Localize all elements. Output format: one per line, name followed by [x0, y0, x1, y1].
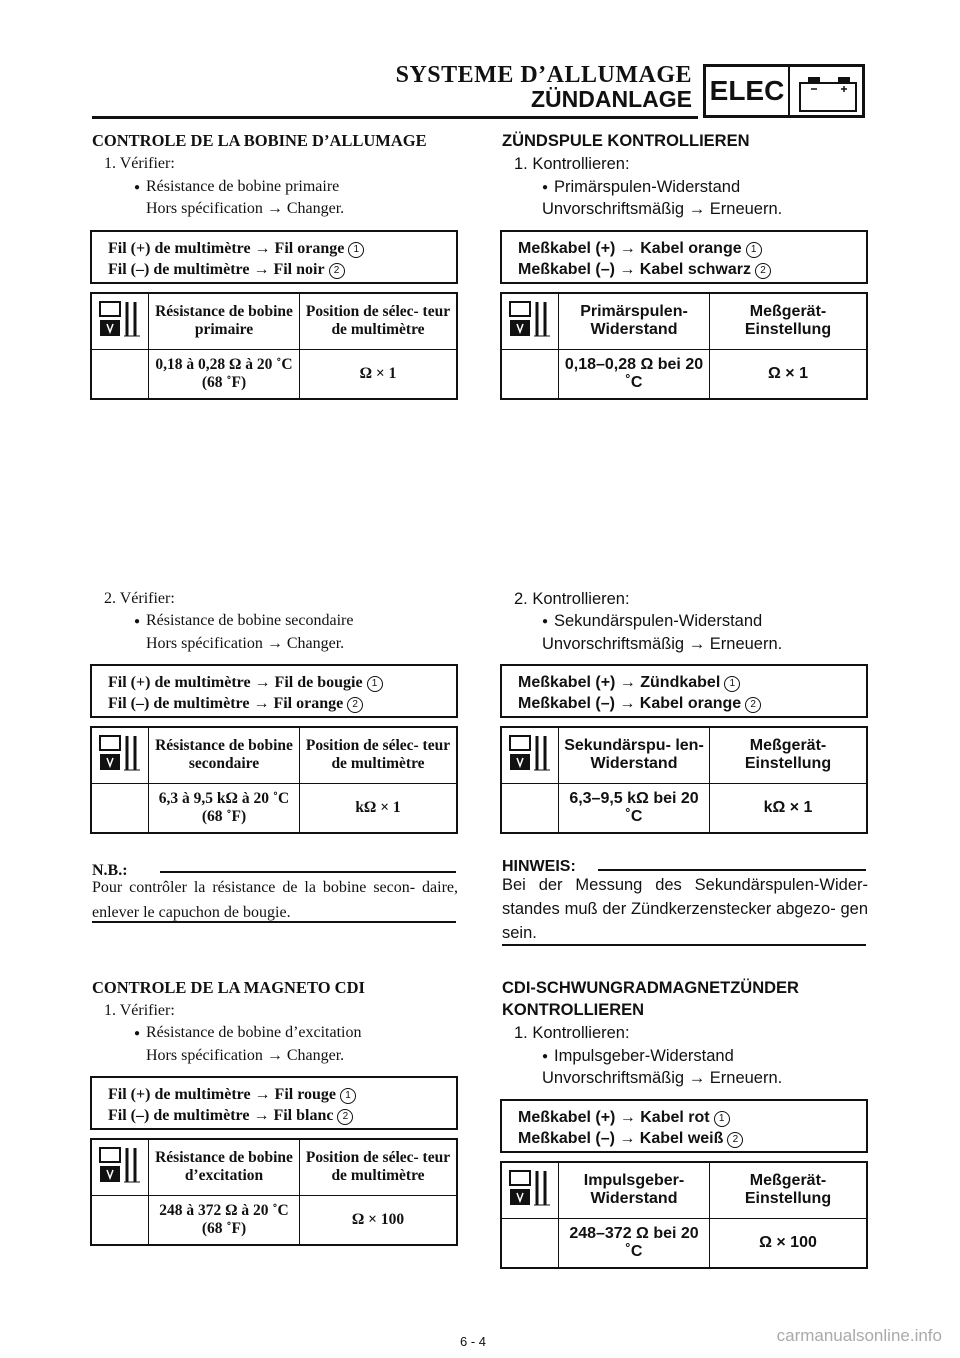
fr-s3-leads	[90, 1076, 458, 1130]
fr-s3-lead2: Fil (–) de multimètre → Fil blanc	[108, 1107, 334, 1124]
fr-s1-leads	[90, 230, 458, 284]
de-s2-step: 2. Kontrollieren:	[514, 590, 630, 608]
de-s2-col2: Meßgerät- Einstellung	[710, 727, 868, 783]
fr-s2-lead1: Fil (+) de multimètre → Fil de bougie	[108, 674, 363, 691]
header-rule	[92, 116, 698, 119]
de-s3-leads	[500, 1099, 868, 1153]
multimeter-icon	[91, 293, 149, 349]
multimeter-icon	[91, 1139, 149, 1195]
page-number: 6 - 4	[460, 1334, 487, 1349]
callout-1-icon: 1	[367, 676, 383, 692]
de-s2-bullet: ● Sekundärspulen-Widerstand	[554, 610, 762, 632]
callout-2-icon: 2	[347, 697, 363, 713]
fr-s1-col2: Position de sélec- teur de multimètre	[300, 293, 458, 349]
fr-s1-bullet: ● Résistance de bobine primaire	[146, 176, 339, 198]
fr-s2-col2: Position de sélec- teur de multimètre	[300, 727, 458, 783]
de-note-title: HINWEIS:	[502, 858, 576, 875]
de-s3-col1: Impulsgeber- Widerstand	[559, 1162, 710, 1218]
de-s3-col2: Meßgerät- Einstellung	[710, 1162, 868, 1218]
de-s3-spec-table	[500, 1161, 868, 1269]
de-note-rule-bottom	[502, 944, 866, 946]
fr-s3-heading: CONTROLE DE LA MAGNETO CDI	[92, 978, 365, 997]
de-s3-heading-line2: KONTROLLIEREN	[502, 1001, 645, 1019]
multimeter-icon	[501, 1162, 559, 1218]
watermark: carmanualsonline.info	[776, 1326, 942, 1345]
fr-s2-lead2: Fil (–) de multimètre → Fil orange	[108, 695, 344, 712]
callout-1-icon: 1	[714, 1111, 730, 1127]
de-note-rule-top	[598, 869, 866, 871]
fr-note-text: Pour contrôler la résistance de la bobine secon- daire, enlever le capuchon de bougie.	[92, 879, 458, 921]
fr-s1-val1: 0,18 à 0,28 Ω à 20 ˚C (68 ˚F)	[149, 349, 300, 399]
fr-s3-val1: 248 à 372 Ω à 20 ˚C (68 ˚F)	[149, 1195, 300, 1245]
fr-s3-col2: Position de sélec- teur de multimètre	[300, 1139, 458, 1195]
de-s2-leads	[500, 664, 868, 718]
fr-s1-action: Hors spécification → Changer.	[146, 200, 345, 217]
fr-s2-val1: 6,3 à 9,5 kΩ à 20 ˚C (68 ˚F)	[149, 783, 300, 833]
callout-2-icon: 2	[755, 263, 771, 279]
de-s3-heading-line1: CDI-SCHWUNGRADMAGNETZÜNDER	[502, 979, 799, 997]
fr-s2-val2: kΩ × 1	[300, 783, 458, 833]
callout-1-icon: 1	[746, 242, 762, 258]
de-s1-leads	[500, 230, 868, 284]
multimeter-icon	[501, 727, 559, 783]
de-s1-action: Unvorschriftsmäßig → Erneuern.	[542, 200, 783, 218]
de-s1-spec-table	[500, 292, 868, 400]
de-s1-col2: Meßgerät- Einstellung	[710, 293, 868, 349]
fr-s2-step: 2. Vérifier:	[104, 590, 175, 607]
fr-note-title: N.B.:	[92, 862, 128, 879]
de-note-text: Bei der Messung des Sekundärspulen-Wider- standes muß der Zündkerzenstecker abgezo- gen sein.	[502, 876, 868, 942]
callout-2-icon: 2	[727, 1132, 743, 1148]
de-s1-val1: 0,18–0,28 Ω bei 20 ˚C	[559, 349, 710, 399]
de-s1-bullet: ● Primärspulen-Widerstand	[554, 176, 740, 198]
fr-s3-col1: Résistance de bobine d’excitation	[149, 1139, 300, 1195]
fr-s2-leads	[90, 664, 458, 718]
de-s2-val2: kΩ × 1	[710, 783, 868, 833]
de-s3-step: 1. Kontrollieren:	[514, 1024, 630, 1042]
battery-icon	[790, 67, 862, 115]
de-s2-lead2: Meßkabel (–) → Kabel orange	[518, 695, 742, 712]
multimeter-icon	[501, 293, 559, 349]
de-s1-lead2: Meßkabel (–) → Kabel schwarz	[518, 261, 751, 278]
fr-s1-step: 1. Vérifier:	[104, 155, 175, 172]
de-s3-val2: Ω × 100	[710, 1218, 868, 1268]
de-s3-bullet: ● Impulsgeber-Widerstand	[554, 1045, 734, 1067]
callout-1-icon: 1	[340, 1088, 356, 1104]
fr-s2-spec-table	[90, 726, 458, 834]
de-s2-col1: Sekundärspu- len-Widerstand	[559, 727, 710, 783]
fr-s2-action: Hors spécification → Changer.	[146, 635, 345, 652]
fr-s3-spec-table	[90, 1138, 458, 1246]
de-s1-heading: ZÜNDSPULE KONTROLLIEREN	[502, 132, 750, 150]
fr-s3-bullet: ● Résistance de bobine d’excitation	[146, 1022, 361, 1044]
fr-s3-val2: Ω × 100	[300, 1195, 458, 1245]
de-s3-lead2: Meßkabel (–) → Kabel weiß	[518, 1130, 724, 1147]
fr-s1-col1: Résistance de bobine primaire	[149, 293, 300, 349]
de-s1-step: 1. Kontrollieren:	[514, 155, 630, 173]
fr-note-rule-top	[160, 871, 456, 873]
header-title-de: ZÜNDANLAGE	[531, 86, 692, 112]
fr-note-rule-bottom	[92, 921, 456, 923]
de-s2-val1: 6,3–9,5 kΩ bei 20 ˚C	[559, 783, 710, 833]
fr-s1-lead1: Fil (+) de multimètre → Fil orange	[108, 240, 345, 257]
fr-s3-action: Hors spécification → Changer.	[146, 1047, 345, 1064]
de-s3-val1: 248–372 Ω bei 20 ˚C	[559, 1218, 710, 1268]
callout-2-icon: 2	[329, 263, 345, 279]
fr-s1-lead2: Fil (–) de multimètre → Fil noir	[108, 261, 325, 278]
fr-s3-lead1: Fil (+) de multimètre → Fil rouge	[108, 1086, 337, 1103]
callout-1-icon: 1	[724, 676, 740, 692]
callout-2-icon: 2	[337, 1109, 353, 1125]
fr-s2-col1: Résistance de bobine secondaire	[149, 727, 300, 783]
multimeter-icon	[91, 727, 149, 783]
de-s2-lead1: Meßkabel (+) → Zündkabel	[518, 674, 721, 691]
de-s1-col1: Primärspulen- Widerstand	[559, 293, 710, 349]
de-s1-val2: Ω × 1	[710, 349, 868, 399]
header-title-fr: SYSTEME D’ALLUMAGE	[395, 62, 692, 88]
callout-2-icon: 2	[745, 697, 761, 713]
elec-badge-label: ELEC	[706, 67, 790, 115]
fr-s1-heading: CONTROLE DE LA BOBINE D’ALLUMAGE	[92, 131, 427, 150]
de-s1-lead1: Meßkabel (+) → Kabel orange	[518, 240, 742, 257]
fr-s3-step: 1. Vérifier:	[104, 1002, 175, 1019]
de-s2-spec-table	[500, 726, 868, 834]
elec-badge	[703, 64, 865, 118]
fr-s1-val2: Ω × 1	[300, 349, 458, 399]
fr-s2-bullet: ● Résistance de bobine secondaire	[146, 610, 353, 632]
de-s3-action: Unvorschriftsmäßig → Erneuern.	[542, 1069, 783, 1087]
fr-s1-spec-table	[90, 292, 458, 400]
de-s2-action: Unvorschriftsmäßig → Erneuern.	[542, 635, 783, 653]
callout-1-icon: 1	[348, 242, 364, 258]
de-s3-lead1: Meßkabel (+) → Kabel rot	[518, 1109, 710, 1126]
